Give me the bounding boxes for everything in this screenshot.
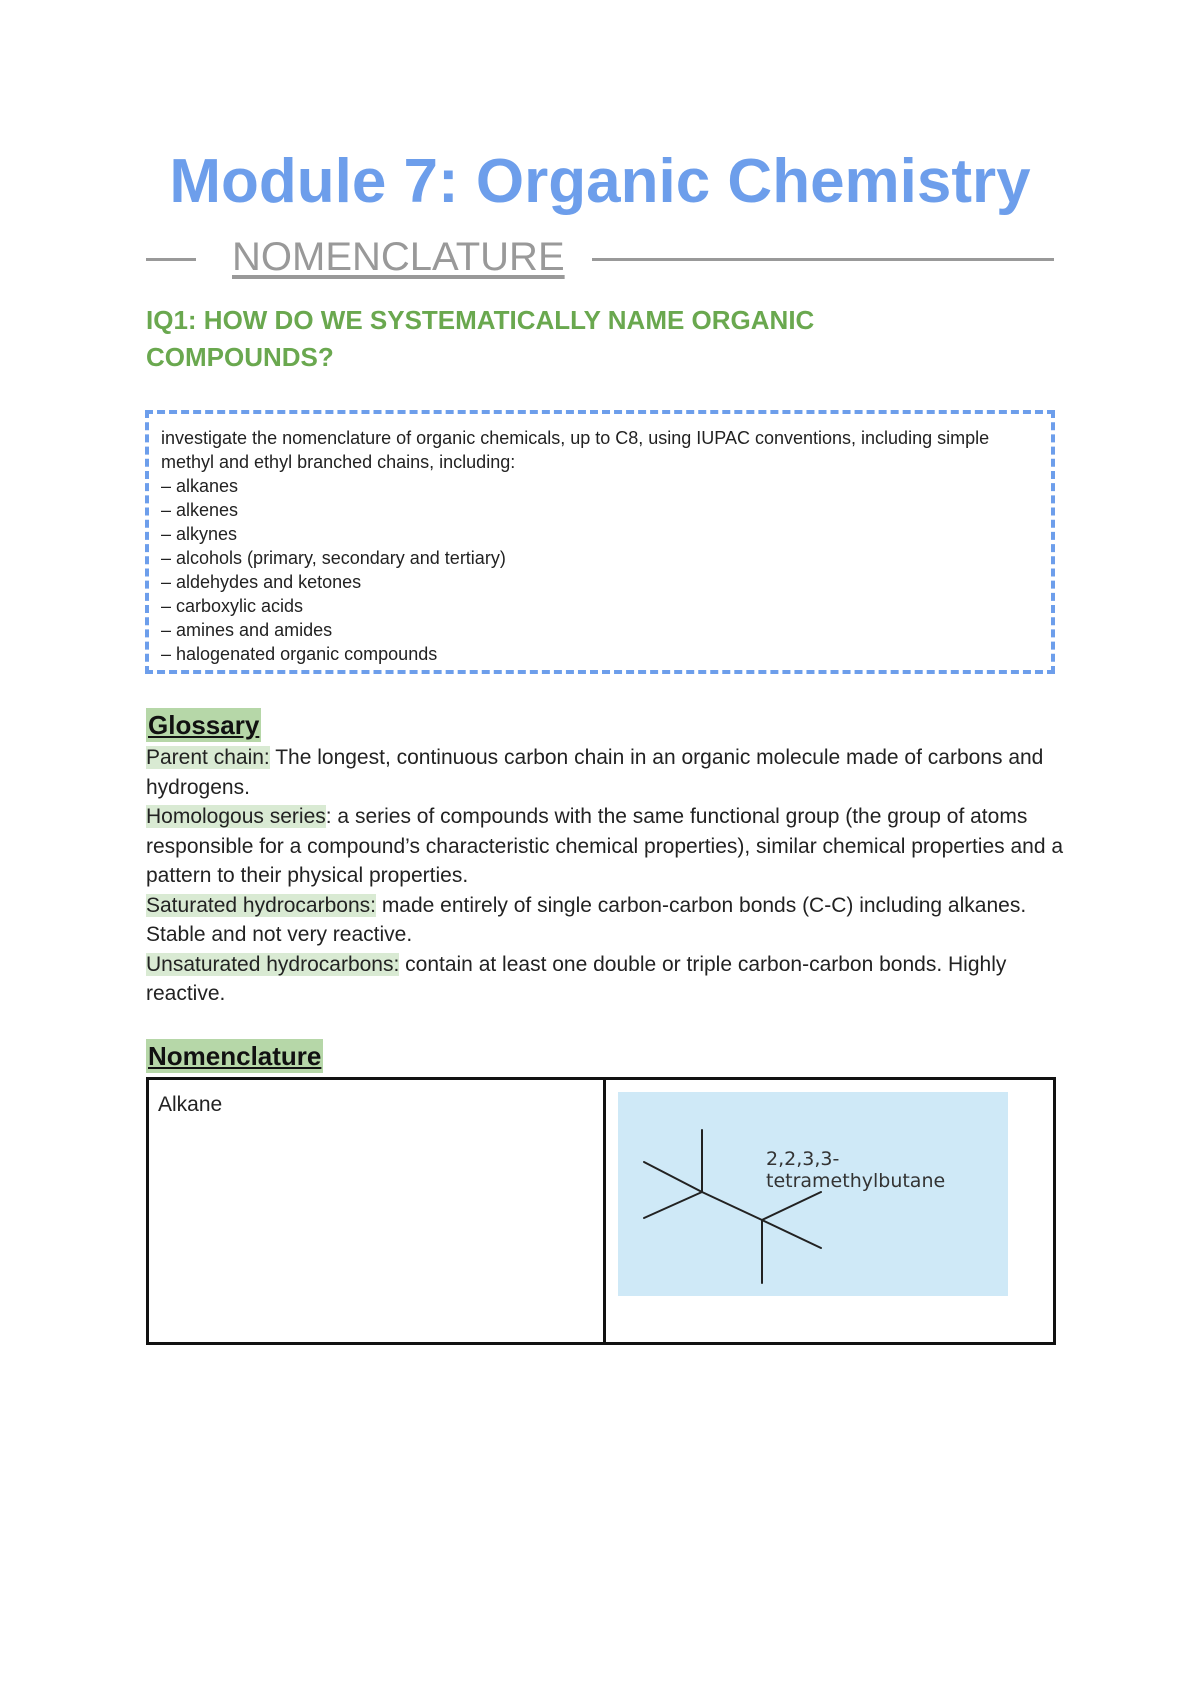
section-divider bbox=[146, 232, 1054, 282]
divider-line-right bbox=[592, 258, 1054, 261]
glossary-term: Unsaturated hydrocarbons: bbox=[146, 952, 400, 976]
syllabus-list bbox=[161, 474, 1039, 666]
inquiry-question: IQ1: HOW DO WE SYSTEMATICALLY NAME ORGANIC COMPOUNDS? bbox=[146, 305, 815, 372]
glossary-definition: The longest, continuous carbon chain in an organic molecule made of carbons and hydrogens. bbox=[146, 746, 1044, 799]
list-item: – alkynes bbox=[161, 522, 1039, 546]
bond-line bbox=[762, 1192, 821, 1220]
glossary-definition: : a series of compounds with the same functional group (the group of atoms responsible for a compound’s characteristic chemical properties), similar chemical properties and a pattern to their physical properties. bbox=[146, 805, 1064, 887]
glossary-term: Homologous series bbox=[146, 805, 326, 828]
bond-line bbox=[702, 1192, 762, 1220]
bond-line bbox=[762, 1220, 821, 1248]
list-item: – aldehydes and ketones bbox=[161, 570, 1039, 594]
table-row bbox=[148, 1079, 1055, 1344]
syllabus-box bbox=[145, 410, 1055, 674]
list-item: – halogenated organic compounds bbox=[161, 642, 1039, 666]
nomenclature-heading: Nomenclature bbox=[148, 1041, 322, 1071]
compound-name: 2,2,3,3-tetramethylbutane bbox=[766, 1148, 946, 1192]
list-item: – alkanes bbox=[161, 474, 1039, 498]
bond-line bbox=[644, 1162, 702, 1192]
glossary-definition: made entirely of single carbon-carbon bonds (C-C) including alkanes. Stable and not very reactive. bbox=[146, 893, 1027, 946]
section-label: NOMENCLATURE bbox=[232, 235, 565, 279]
skeletal-formula-drawing bbox=[618, 1092, 1008, 1296]
page-title: Module 7: Organic Chemistry bbox=[169, 147, 1031, 216]
list-item: – alkenes bbox=[161, 498, 1039, 522]
glossary-entry bbox=[146, 950, 1066, 1009]
nomenclature-table bbox=[146, 1077, 1056, 1345]
bond-line bbox=[644, 1192, 702, 1218]
glossary-term: Parent chain: bbox=[146, 746, 270, 769]
table-cell bbox=[148, 1079, 605, 1344]
glossary-definition: contain at least one double or triple carbon-carbon bonds. Highly reactive. bbox=[146, 952, 1007, 1005]
glossary-entry bbox=[146, 743, 1066, 802]
glossary-term: Saturated hydrocarbons: bbox=[146, 893, 376, 917]
glossary-entry bbox=[146, 802, 1066, 891]
divider-line-left bbox=[146, 258, 196, 261]
list-item: – amines and amides bbox=[161, 618, 1039, 642]
skeletal-structure-image bbox=[618, 1092, 1008, 1296]
glossary-list bbox=[146, 743, 1066, 1009]
glossary-entry bbox=[146, 891, 1066, 950]
glossary-heading: Glossary bbox=[148, 710, 260, 740]
list-item: – alcohols (primary, secondary and tertiary) bbox=[161, 546, 1039, 570]
syllabus-intro: investigate the nomenclature of organic chemicals, up to C8, using IUPAC conventions, including simple methyl and ethyl branched chains, including: bbox=[161, 428, 990, 472]
compound-class-label: Alkane bbox=[158, 1093, 223, 1116]
list-item: – carboxylic acids bbox=[161, 594, 1039, 618]
table-cell bbox=[605, 1079, 1055, 1344]
